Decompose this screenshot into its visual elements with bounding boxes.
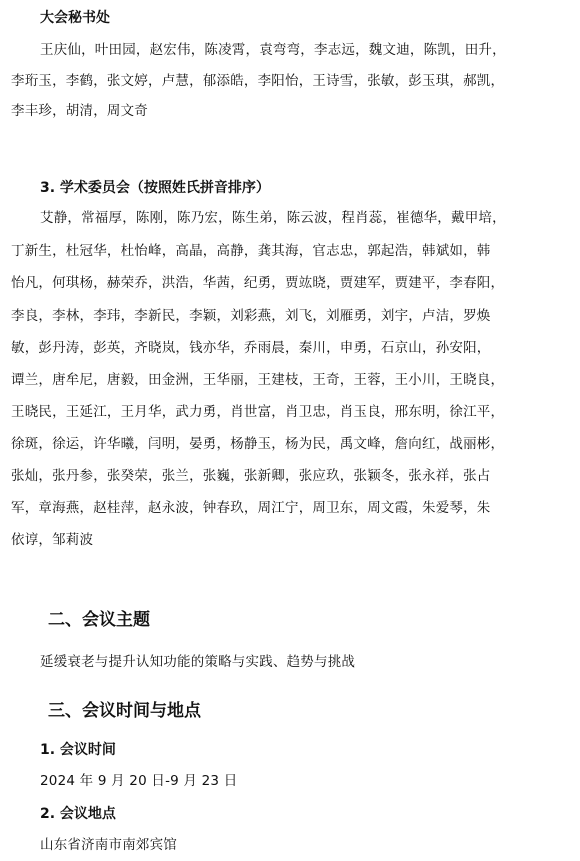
theme-text: 延缓衰老与提升认知功能的策略与实践、趋势与挑战 <box>40 654 356 670</box>
secretariat-title: 大会秘书处 <box>40 10 110 26</box>
secretariat-line: 王庆仙，叶田园，赵宏伟，陈凌霄，袁弯弯，李志远，魏文迪，陈凯，田升， <box>40 42 506 58</box>
committee-line: 依谆，邹莉波 <box>11 532 94 548</box>
committee-line: 谭兰，唐牟尼，唐毅，田金洲，王华丽，王建枝，王奇，王蓉，王小川，王晓良， <box>11 372 505 388</box>
place-value: 山东省济南市南郊宾馆 <box>40 837 177 853</box>
committee-line: 王晓民，王延江，王月华，武力勇，肖世富，肖卫忠，肖玉良，邢东明，徐江平， <box>11 404 505 420</box>
committee-line: 徐斑，徐运，许华曦，闫明，晏勇，杨静玉，杨为民，禹文峰，詹向红，战丽彬， <box>11 436 505 452</box>
committee-line: 敏，彭丹涛，彭英，齐晓岚，钱亦华，乔雨晨，秦川，申勇，石京山，孙安阳， <box>11 340 491 356</box>
committee-line: 艾静，常福厚，陈刚，陈乃宏，陈生弟，陈云波，程肖蕊，崔德华，戴甲培， <box>40 210 506 226</box>
academic-committee-title: 3. 学术委员会（按照姓氏拼音排序） <box>40 180 270 196</box>
section-heading-time-place: 三、会议时间与地点 <box>48 701 201 721</box>
committee-line: 丁新生，杜冠华，杜怡峰，高晶，高静，龚其海，官志忠，郭起浩，韩斌如，韩 <box>11 243 491 259</box>
committee-line: 军，章海燕，赵桂萍，赵永波，钟春玖，周江宁，周卫东，周文霞，朱爱琴，朱 <box>11 500 491 516</box>
time-value: 2024 年 9 月 20 日-9 月 23 日 <box>40 773 238 789</box>
committee-line: 怡凡，何琪杨，赫荣乔，洪浩，华茜，纪勇，贾竑晓，贾建军，贾建平，李春阳， <box>11 275 505 291</box>
secretariat-line: 李珩玉，李鹤，张文婷，卢慧，郁添皓，李阳怡，王诗雪，张敏，彭玉琪，郝凯， <box>11 73 505 89</box>
section-heading-theme: 二、会议主题 <box>48 610 150 630</box>
time-label: 1. 会议时间 <box>40 742 116 758</box>
committee-line: 张灿，张丹参，张癸荣，张兰，张巍，张新卿，张应玖，张颖冬，张永祥，张占 <box>11 468 491 484</box>
committee-line: 李良，李林，李玮，李新民，李颖，刘彩燕，刘飞，刘雁勇，刘宇，卢洁，罗焕 <box>11 308 491 324</box>
secretariat-line: 李丰珍，胡清，周文奇 <box>11 103 148 119</box>
place-label: 2. 会议地点 <box>40 806 116 822</box>
